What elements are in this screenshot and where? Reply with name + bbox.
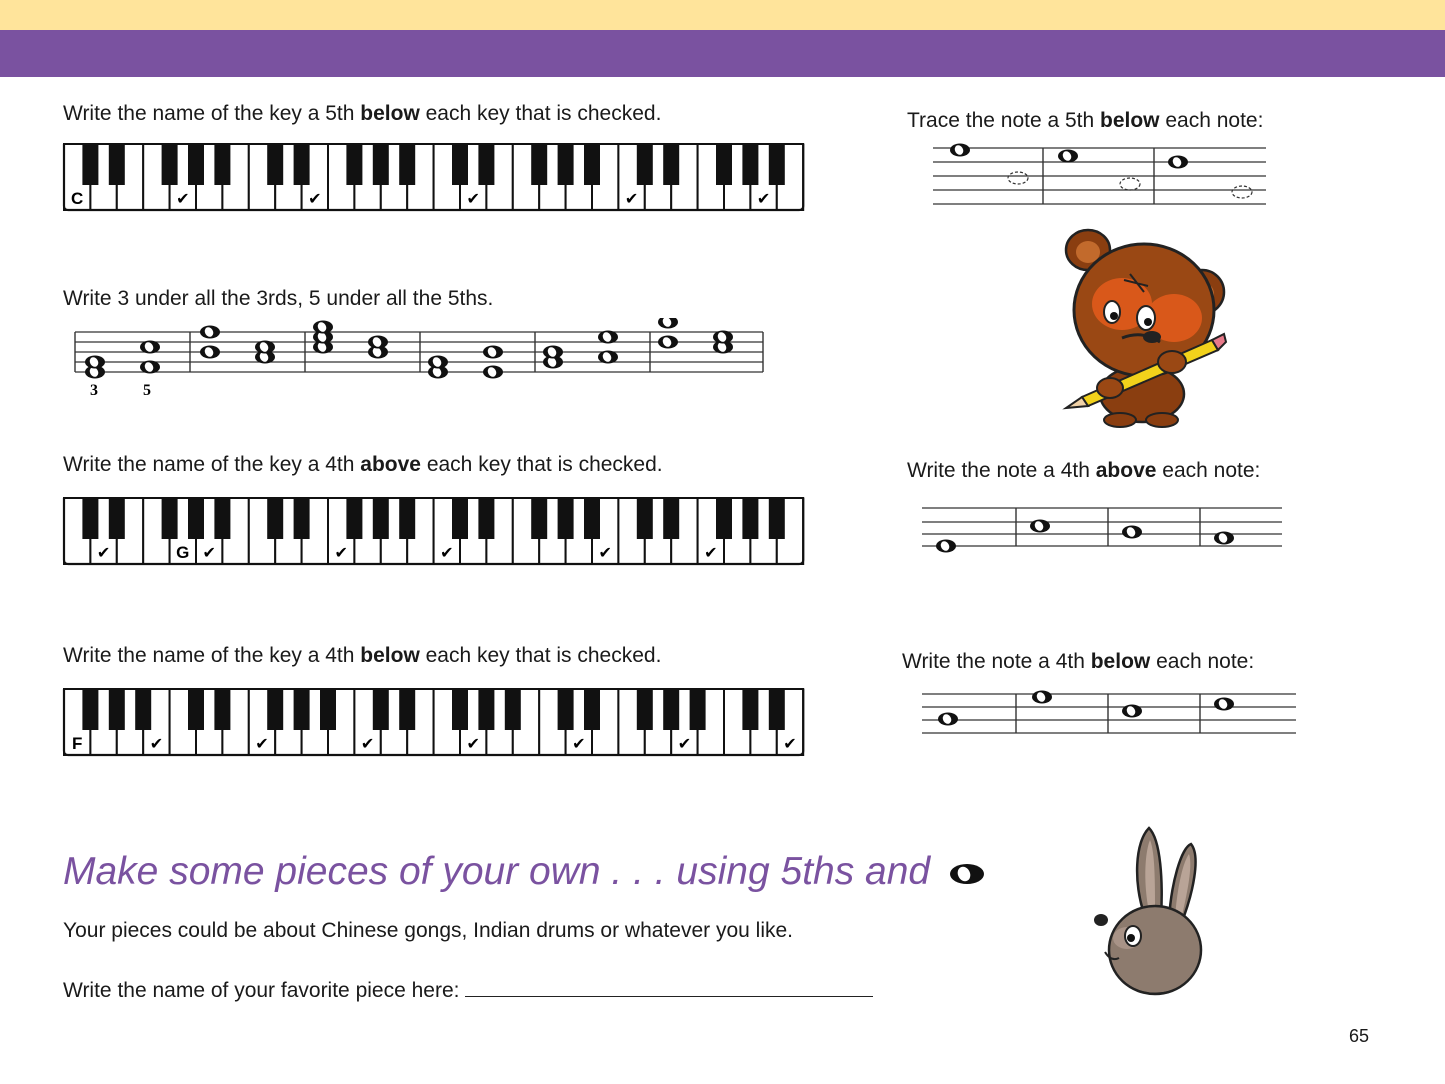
black-key [162, 498, 178, 539]
black-key [294, 144, 310, 185]
check-mark-icon[interactable]: ✔ [360, 734, 375, 753]
black-key [584, 689, 600, 730]
black-key [663, 144, 679, 185]
chord-note [368, 336, 388, 349]
write-4th-above-staff [920, 500, 1300, 556]
key-label: C [71, 189, 84, 208]
chord-note [598, 351, 618, 364]
instruction-text: each key that is checked. [419, 644, 662, 667]
example-answer-3: 3 [90, 382, 98, 399]
whole-note [1122, 526, 1142, 539]
black-key [584, 498, 600, 539]
instruction-text: each key that is checked. [419, 102, 662, 125]
instruction-text: each key that is checked. [420, 453, 663, 476]
check-mark-icon[interactable]: ✔ [149, 734, 164, 753]
black-key [135, 689, 151, 730]
chord-note [255, 341, 275, 354]
header-band [0, 30, 1445, 77]
favorite-piece-blank[interactable] [465, 974, 873, 997]
instruction-text: Write the name of the key a 5th [63, 102, 361, 125]
whole-note [1032, 691, 1052, 704]
chord-note [658, 318, 678, 329]
black-key [399, 689, 415, 730]
black-key [663, 498, 679, 539]
black-key [531, 498, 547, 539]
compose-heading-text: Make some pieces of your own . . . using 5ths and [63, 850, 931, 893]
chord-note [483, 366, 503, 379]
black-key [637, 498, 653, 539]
black-key [505, 689, 521, 730]
black-key [769, 144, 785, 185]
whole-note [938, 713, 958, 726]
black-key [346, 498, 362, 539]
instruction-5th-below-keys [63, 102, 661, 126]
black-key [690, 689, 706, 730]
black-key [478, 498, 494, 539]
write-4th-below-staff [920, 686, 1300, 742]
instruction-4th-above-notes [907, 459, 1260, 483]
trace-notes-staff [930, 138, 1270, 210]
black-key [769, 689, 785, 730]
instruction-text: Write the name of the key a 4th [63, 644, 361, 667]
black-key [452, 689, 468, 730]
chord-note [140, 361, 160, 374]
instruction-text: each note: [1156, 459, 1261, 482]
black-key [373, 144, 389, 185]
black-key [82, 144, 98, 185]
whole-note [1214, 532, 1234, 545]
check-mark-icon[interactable]: ✔ [466, 189, 480, 208]
check-mark-icon[interactable]: ✔ [440, 543, 454, 562]
check-mark-icon[interactable]: ✔ [783, 734, 797, 753]
black-key [188, 498, 204, 539]
black-key [742, 144, 758, 185]
black-key [320, 689, 336, 730]
instruction-emphasis: above [360, 453, 421, 476]
trace-note-outline[interactable] [1008, 172, 1028, 184]
black-key [663, 689, 679, 730]
whole-note [950, 144, 970, 157]
chord-note [713, 331, 733, 344]
black-key [558, 144, 574, 185]
black-key [716, 498, 732, 539]
instruction-text: Write the name of the key a 4th [63, 453, 361, 476]
black-key [109, 498, 125, 539]
favorite-piece-line [63, 974, 873, 1003]
black-key [558, 689, 574, 730]
chord-note [598, 331, 618, 344]
instruction-text: each note: [1159, 109, 1264, 132]
black-key [742, 498, 758, 539]
black-key [214, 144, 230, 185]
key-label: G [176, 543, 190, 562]
black-key [188, 689, 204, 730]
check-mark-icon[interactable]: ✔ [572, 734, 586, 753]
whole-note [936, 540, 956, 553]
chord-note [200, 326, 220, 339]
check-mark-icon[interactable]: ✔ [202, 543, 216, 562]
chord-note [140, 341, 160, 354]
black-key [399, 498, 415, 539]
black-key [346, 144, 362, 185]
black-key [188, 144, 204, 185]
black-key [109, 144, 125, 185]
check-mark-icon[interactable]: ✔ [598, 543, 612, 562]
black-key [267, 144, 283, 185]
compose-description: Your pieces could be about Chinese gongs, Indian drums or whatever you like. [63, 919, 794, 942]
black-key [769, 498, 785, 539]
black-key [558, 498, 574, 539]
whole-note [1168, 156, 1188, 169]
black-key [294, 689, 310, 730]
check-mark-icon[interactable]: ✔ [96, 543, 111, 562]
chord-note [85, 356, 105, 369]
black-key [478, 689, 494, 730]
trace-note-outline[interactable] [1232, 186, 1252, 198]
black-key [267, 498, 283, 539]
black-key [82, 498, 98, 539]
check-mark-icon[interactable]: ✔ [756, 189, 771, 208]
check-mark-icon[interactable]: ✔ [334, 543, 348, 562]
instruction-text: Trace the note a 5th [907, 109, 1101, 132]
instruction-text: each note: [1150, 650, 1255, 673]
whole-note [1058, 150, 1078, 163]
chord-note [313, 321, 333, 334]
rabbit-icon [1083, 822, 1213, 1007]
black-key [637, 689, 653, 730]
instruction-emphasis: below [360, 644, 420, 667]
top-color-band [0, 0, 1445, 30]
whole-note [1030, 520, 1050, 533]
instruction-4th-below-notes [902, 650, 1254, 674]
chord-note [428, 356, 448, 369]
black-key [82, 689, 98, 730]
compose-heading [63, 850, 987, 894]
piano-keyboard-2 [62, 496, 807, 566]
black-key [531, 144, 547, 185]
instruction-emphasis: below [1090, 650, 1151, 673]
bear-with-pencil-icon [1052, 222, 1232, 432]
page-number: 65 [1349, 1026, 1370, 1046]
favorite-piece-label: Write the name of your favorite piece here: [63, 979, 460, 1002]
black-key [162, 144, 178, 185]
check-mark-icon[interactable]: ✔ [255, 734, 269, 753]
check-mark-icon[interactable]: ✔ [704, 543, 718, 562]
chord-note [658, 336, 678, 349]
instruction-4th-above-keys [63, 453, 663, 477]
instruction-trace-5th-below [907, 109, 1263, 133]
trace-note-outline[interactable] [1120, 178, 1140, 190]
whole-note [1122, 705, 1142, 718]
check-mark-icon[interactable]: ✔ [176, 189, 190, 208]
piano-keyboard-1 [62, 142, 807, 212]
instruction-text: Write the note a 4th [907, 459, 1096, 482]
black-key [267, 689, 283, 730]
black-key [294, 498, 310, 539]
black-key [742, 689, 758, 730]
instruction-4th-below-keys [63, 644, 661, 668]
check-mark-icon[interactable]: ✔ [308, 189, 322, 208]
instruction-3rds-5ths: Write 3 under all the 3rds, 5 under all the 5ths. [63, 287, 494, 310]
black-key [584, 144, 600, 185]
black-key [478, 144, 494, 185]
black-key [399, 144, 415, 185]
chord-note [200, 346, 220, 359]
instruction-emphasis: above [1095, 459, 1157, 482]
black-key [373, 689, 389, 730]
black-key [214, 498, 230, 539]
piano-keyboard-3 [62, 687, 807, 757]
interval-staff [70, 318, 770, 408]
chord-note [543, 346, 563, 359]
instruction-emphasis: below [360, 102, 420, 125]
key-label: F [72, 734, 83, 753]
black-key [109, 689, 125, 730]
black-key [373, 498, 389, 539]
black-key [637, 144, 653, 185]
instruction-text: Write the note a 4th [902, 650, 1091, 673]
black-key [214, 689, 230, 730]
black-key [452, 498, 468, 539]
whole-note [1214, 698, 1234, 711]
black-key [452, 144, 468, 185]
chord-note [483, 346, 503, 359]
whole-note-icon [947, 861, 987, 887]
check-mark-icon[interactable]: ✔ [624, 189, 639, 208]
check-mark-icon[interactable]: ✔ [466, 734, 480, 753]
example-answer-5: 5 [143, 382, 151, 399]
instruction-emphasis: below [1100, 109, 1160, 132]
check-mark-icon[interactable]: ✔ [677, 734, 692, 753]
black-key [716, 144, 732, 185]
